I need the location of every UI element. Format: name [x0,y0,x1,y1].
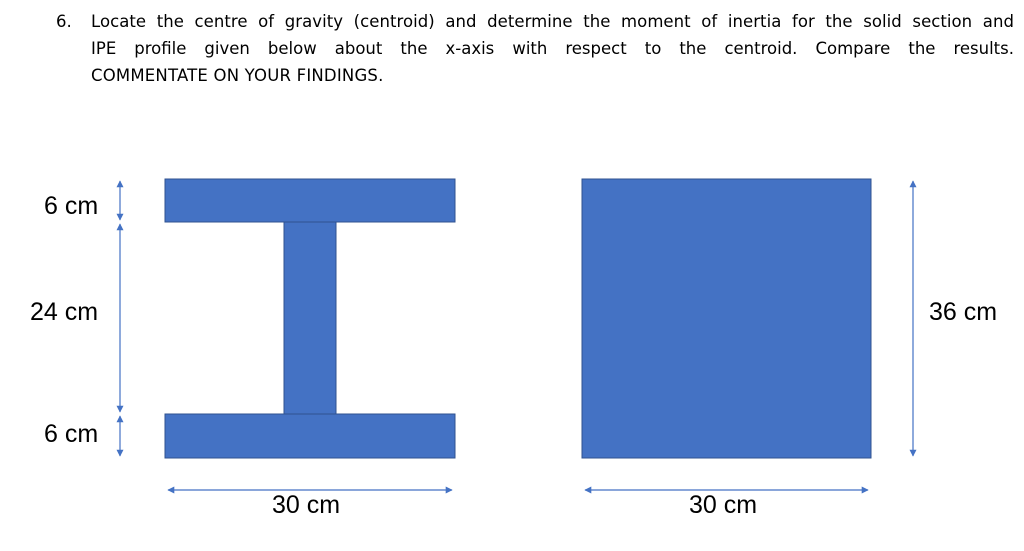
question-line-1: Locate the centre of gravity (centroid) and determine the moment of inertia for the solid section and [91,12,1014,31]
solid-section [582,179,871,458]
ipe-top-flange-label: 6 cm [44,192,99,220]
ipe-profile [165,179,455,458]
ipe-bottom-flange-label: 6 cm [44,420,99,448]
ipe-bottom-flange [165,414,455,458]
ipe-top-flange [165,179,455,222]
ipe-web [284,222,336,414]
ipe-web-label: 24 cm [30,298,99,326]
question-line-3: COMMENTATE ON YOUR FINDINGS. [91,66,384,85]
question-line-2: IPE profile given below about the x-axis with respect to the centroid. Compare the results. [91,39,1014,58]
solid-width-label: 30 cm [689,491,758,519]
ipe-width-label: 30 cm [272,491,341,519]
solid-height-label: 36 cm [929,298,998,326]
question-number: 6. [56,12,72,31]
